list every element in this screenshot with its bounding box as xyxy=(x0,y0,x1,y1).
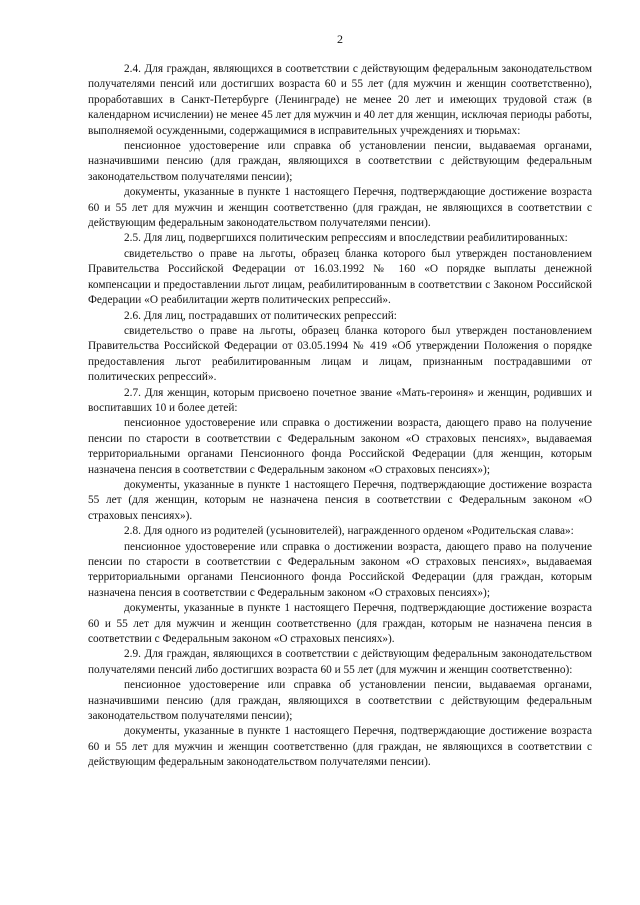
paragraph: документы, указанные в пункте 1 настоящего Перечня, подтверждающие достижение возраста 60 и 55 лет для мужчин и женщин соответственно (для граждан, не являющихся в соответствии с действующим федеральным законодательством получателями пенсии). xyxy=(88,186,592,230)
paragraph: пенсионное удостоверение или справка об установлении пенсии, выдаваемая органами, назначившими пенсию (для граждан, являющихся в соответствии с действующим федеральным законодательством получателями пенсии); xyxy=(88,140,592,183)
document-body xyxy=(88,62,592,771)
paragraph-2-8-heading: 2.8. Для одного из родителей (усыновителей), награжденного орденом «Родительская слава»: xyxy=(124,525,574,538)
paragraph: пенсионное удостоверение или справка о достижении возраста, дающего право на получение пенсии по старости в соответствии с Федеральным законом «О страховых пенсиях», выдаваемая территориальными органами Пенсионного фонда Российской Федерации (для граждан, которым назначена пенсия в соответствии с Федеральным законом «О страховых пенсиях»); xyxy=(88,540,592,599)
paragraph: документы, указанные в пункте 1 настоящего Перечня, подтверждающие достижение возраста 60 и 55 лет для мужчин и женщин соответственно (для граждан, которым не назначена пенсия в соответствии с Федеральным законом «О страховых пенсиях»). xyxy=(88,602,592,646)
paragraph-2-4-heading: 2.4. Для граждан, являющихся в соответствии с действующим федеральным законодательством получателями пенсий или достигших возраста 60 и 55 лет (для мужчин и женщин соответственно), проработавших в Санкт-Петербурге (Ленинграде) не менее 20 лет и имеющих трудовой стаж (в календарном исчислении) не менее 45 лет для мужчин и 40 лет для женщин, исключая периоды работы, выполняемой осужденными, содержащимися в исправительных учреждениях и тюрьмах: xyxy=(88,63,592,137)
paragraph: свидетельство о праве на льготы, образец бланка которого был утвержден постановлением Правительства Российской Федерации от 16.03.1992 № 160 «О порядке выплаты денежной компенсации и предоставлении льгот лицам, реабилитированным в соответствии с Законом Российской Федерации «О реабилитации жертв политических репрессий». xyxy=(88,247,592,307)
paragraph: документы, указанные в пункте 1 настоящего Перечня, подтверждающие достижение возраста 55 лет (для женщин, которым не назначена пенсия в соответствии с Федеральным законом «О страховых пенсиях»). xyxy=(88,478,592,522)
paragraph-2-7-heading: 2.7. Для женщин, которым присвоено почетное звание «Мать-героиня» и женщин, родивших и воспитавших 10 и более детей: xyxy=(88,386,592,414)
paragraph-2-5-heading: 2.5. Для лиц, подвергшихся политическим репрессиям и впоследствии реабилитированных: xyxy=(124,232,568,245)
paragraph-2-9-heading: 2.9. Для граждан, являющихся в соответствии с действующим федеральным законодательством получателями пенсий либо достигших возраста 60 и 55 лет (для мужчин и женщин соответственно): xyxy=(88,648,592,676)
paragraph: пенсионное удостоверение или справка об установлении пенсии, выдаваемая органами, назначившими пенсию (для граждан, являющихся в соответствии с действующим федеральным законодательством получателями пенсии); xyxy=(88,679,592,723)
paragraph: пенсионное удостоверение или справка о достижении возраста, дающего право на получение пенсии по старости в соответствии с Федеральным законом «О страховых пенсиях», выдаваемая территориальными органами Пенсионного фонда Российской Федерации (для женщин, которым назначена пенсия в соответствии с Федеральным законом «О страховых пенсиях»); xyxy=(88,417,592,476)
paragraph: свидетельство о праве на льготы, образец бланка которого был утвержден постановлением Правительства Российской Федерации от 03.05.1994 № 419 «Об утверждении Положения о порядке предоставления льгот реабилитированным лицам и лицам, признанным пострадавшими от политических репрессий». xyxy=(88,324,592,384)
paragraph: документы, указанные в пункте 1 настоящего Перечня, подтверждающие достижение возраста 60 и 55 лет для мужчин и женщин соответственно (для граждан, не являющихся в соответствии с действующим федеральным законодательством получателями пенсии). xyxy=(88,725,592,769)
paragraph-2-6-heading: 2.6. Для лиц, пострадавших от политических репрессий: xyxy=(124,309,397,322)
page-number: 2 xyxy=(337,32,343,46)
